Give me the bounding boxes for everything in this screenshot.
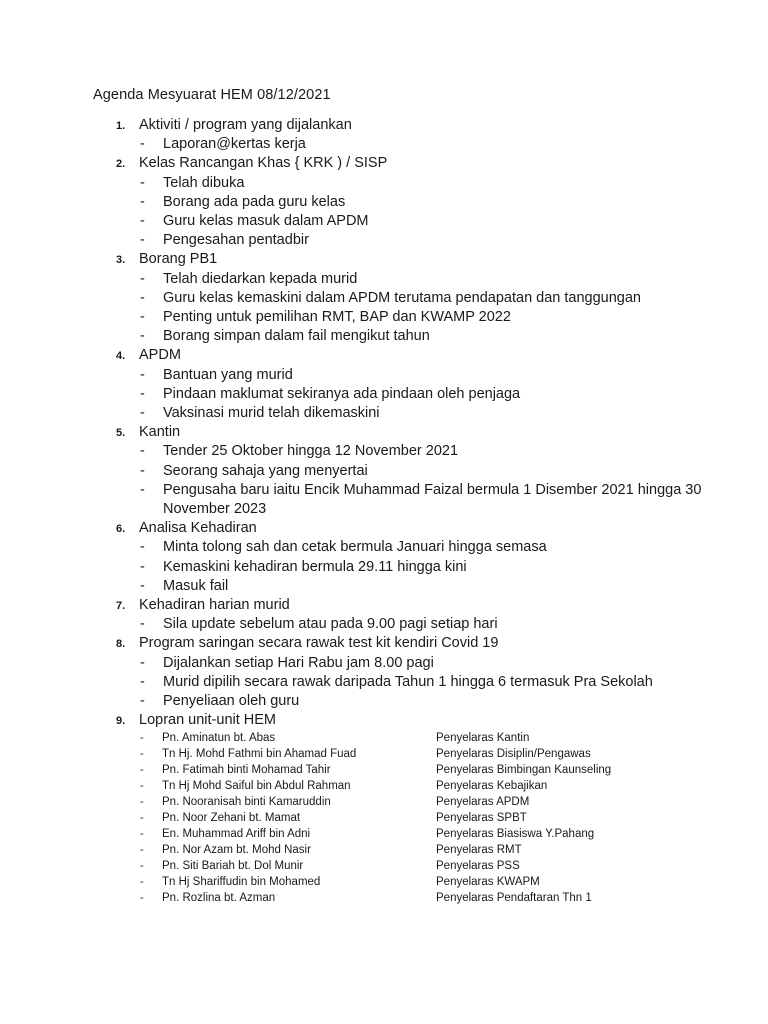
agenda-sub-item xyxy=(0,135,768,154)
agenda-sub-text: Pengesahan pentadbir xyxy=(163,232,309,249)
bullet-dash: - xyxy=(140,539,145,556)
agenda-sub-list xyxy=(0,366,768,424)
bullet-dash: - xyxy=(140,780,144,793)
agenda-item-number: 9. xyxy=(116,715,126,728)
staff-name: Pn. Fatimah binti Mohamad Tahir xyxy=(162,764,331,777)
agenda-item-label: Program saringan secara rawak test kit kendiri Covid 19 xyxy=(139,635,499,652)
agenda-item xyxy=(0,250,768,346)
staff-row xyxy=(0,810,768,826)
agenda-sub-text: Borang ada pada guru kelas xyxy=(163,193,346,210)
agenda-sub-text: Kemaskini kehadiran bermula 29.11 hingga kini xyxy=(163,558,467,575)
staff-role: Penyelaras SPBT xyxy=(436,812,527,825)
agenda-sub-text: Bantuan yang murid xyxy=(163,366,293,383)
bullet-dash: - xyxy=(140,270,145,287)
agenda-sub-item xyxy=(0,289,768,308)
bullet-dash: - xyxy=(140,844,144,857)
agenda-sub-item xyxy=(0,558,768,577)
bullet-dash: - xyxy=(140,558,145,575)
agenda-item-label: APDM xyxy=(139,347,181,364)
bullet-dash: - xyxy=(140,616,145,633)
staff-row xyxy=(0,874,768,890)
staff-role: Penyelaras Kantin xyxy=(436,732,530,745)
agenda-item xyxy=(0,154,768,250)
agenda-sub-text: Sila update sebelum atau pada 9.00 pagi setiap hari xyxy=(163,616,498,633)
agenda-sub-item xyxy=(0,308,768,327)
agenda-item-heading xyxy=(0,711,768,730)
agenda-sub-text: Minta tolong sah dan cetak bermula Januari hingga semasa xyxy=(163,539,547,556)
agenda-sub-item xyxy=(0,692,768,711)
bullet-dash: - xyxy=(140,462,145,479)
agenda-item-number: 6. xyxy=(116,523,126,536)
staff-list xyxy=(0,730,768,906)
agenda-sub-text: Telah dibuka xyxy=(163,174,245,191)
bullet-dash: - xyxy=(140,577,145,594)
agenda-sub-text: Pindaan maklumat sekiranya ada pindaan oleh penjaga xyxy=(163,385,521,402)
staff-name: Pn. Nor Azam bt. Mohd Nasir xyxy=(162,844,311,857)
agenda-sub-item xyxy=(0,462,768,481)
staff-row xyxy=(0,890,768,906)
agenda-sub-list xyxy=(0,442,768,519)
agenda-item-label: Aktiviti / program yang dijalankan xyxy=(139,117,352,133)
agenda-item-label: Kelas Rancangan Khas { KRK ) / SISP xyxy=(139,155,388,172)
agenda-item-staff xyxy=(0,711,768,906)
agenda-item-heading xyxy=(0,519,768,538)
agenda-item-heading xyxy=(0,154,768,173)
bullet-dash: - xyxy=(140,212,145,229)
bullet-dash: - xyxy=(140,860,144,873)
staff-role: Penyelaras Kebajikan xyxy=(436,780,548,793)
staff-role: Penyelaras Bimbingan Kaunseling xyxy=(436,764,612,777)
agenda-sub-item xyxy=(0,385,768,404)
agenda-item-number: 1. xyxy=(116,120,126,132)
bullet-dash: - xyxy=(140,385,145,402)
agenda-sub-list xyxy=(0,174,768,251)
agenda-sub-text: Vaksinasi murid telah dikemaskini xyxy=(163,404,380,421)
bullet-dash: - xyxy=(140,308,145,325)
staff-name: Tn Hj. Mohd Fathmi bin Ahamad Fuad xyxy=(162,748,357,761)
staff-role: Penyelaras RMT xyxy=(436,844,522,857)
agenda-sub-list xyxy=(0,654,768,712)
staff-row xyxy=(0,762,768,778)
staff-role: Penyelaras APDM xyxy=(436,796,530,809)
bullet-dash: - xyxy=(140,654,145,671)
bullet-dash: - xyxy=(140,748,144,761)
bullet-dash: - xyxy=(140,366,145,383)
agenda-list xyxy=(0,116,768,906)
agenda-item-heading xyxy=(0,116,768,135)
agenda-sub-list xyxy=(0,615,768,634)
staff-name: Pn. Nooranisah binti Kamaruddin xyxy=(162,796,331,809)
bullet-dash: - xyxy=(140,828,144,841)
agenda-item-number: 8. xyxy=(116,638,126,651)
agenda-sub-text: Pengusaha baru iaitu Encik Muhammad Faizal bermula 1 Disember 2021 hingga 30 November 2023 xyxy=(163,481,702,517)
agenda-item-label: Borang PB1 xyxy=(139,251,218,268)
staff-row xyxy=(0,858,768,874)
agenda-item-heading xyxy=(0,346,768,365)
agenda-item-number: 3. xyxy=(116,254,126,267)
agenda-item-number: 5. xyxy=(116,427,126,440)
agenda-item-label: Kantin xyxy=(139,424,181,441)
staff-role: Penyelaras Biasiswa Y.Pahang xyxy=(436,828,595,841)
document-title: Agenda Mesyuarat HEM 08/12/2021 xyxy=(93,87,331,103)
agenda-item-number: 7. xyxy=(116,599,126,612)
bullet-dash: - xyxy=(140,892,144,905)
bullet-dash: - xyxy=(140,876,144,889)
staff-row xyxy=(0,826,768,842)
staff-role: Penyelaras PSS xyxy=(436,860,520,873)
agenda-sub-text: Masuk fail xyxy=(163,577,229,594)
bullet-dash: - xyxy=(140,732,144,745)
agenda-sub-item xyxy=(0,404,768,423)
agenda-item xyxy=(0,346,768,423)
agenda-sub-list xyxy=(0,270,768,347)
staff-row xyxy=(0,746,768,762)
agenda-sub-item xyxy=(0,538,768,557)
staff-row xyxy=(0,794,768,810)
agenda-item xyxy=(0,116,768,154)
agenda-sub-text: Telah diedarkan kepada murid xyxy=(163,270,358,287)
bullet-dash: - xyxy=(140,328,145,345)
bullet-dash: - xyxy=(140,193,145,210)
agenda-item-label: Analisa Kehadiran xyxy=(139,520,257,537)
agenda-sub-text: Laporan@kertas kerja xyxy=(163,136,306,153)
agenda-sub-item xyxy=(0,366,768,385)
agenda-item-label: Kehadiran harian murid xyxy=(139,596,290,613)
agenda-item xyxy=(0,634,768,711)
agenda-sub-list xyxy=(0,135,768,154)
staff-role: Penyelaras Pendaftaran Thn 1 xyxy=(436,892,592,905)
staff-name: Pn. Siti Bariah bt. Dol Munir xyxy=(162,860,304,873)
agenda-item-heading xyxy=(0,596,768,615)
staff-name: Pn. Rozlina bt. Azman xyxy=(162,892,276,905)
staff-row xyxy=(0,842,768,858)
agenda-sub-list xyxy=(0,538,768,596)
agenda-item-heading xyxy=(0,250,768,269)
agenda-sub-item xyxy=(0,270,768,289)
bullet-dash: - xyxy=(140,289,145,306)
staff-role: Penyelaras KWAPM xyxy=(436,876,540,889)
agenda-sub-item xyxy=(0,174,768,193)
agenda-sub-item xyxy=(0,673,768,692)
bullet-dash: - xyxy=(140,481,145,498)
agenda-item-label: Lopran unit-unit HEM xyxy=(139,712,277,729)
agenda-sub-text: Guru kelas masuk dalam APDM xyxy=(163,212,369,229)
agenda-sub-item xyxy=(0,654,768,673)
agenda-sub-text: Borang simpan dalam fail mengikut tahun xyxy=(163,328,430,345)
staff-role: Penyelaras Disiplin/Pengawas xyxy=(436,748,591,761)
agenda-sub-item xyxy=(0,442,768,461)
agenda-item xyxy=(0,519,768,596)
bullet-dash: - xyxy=(140,232,145,249)
staff-name: Tn Hj Mohd Saiful bin Abdul Rahman xyxy=(162,780,351,793)
staff-name: Pn. Aminatun bt. Abas xyxy=(162,732,276,745)
agenda-item xyxy=(0,423,768,519)
bullet-dash: - xyxy=(140,812,144,825)
agenda-sub-item xyxy=(0,193,768,212)
bullet-dash: - xyxy=(140,174,145,191)
agenda-sub-text: Seorang sahaja yang menyertai xyxy=(163,462,368,479)
bullet-dash: - xyxy=(140,404,145,421)
agenda-sub-item xyxy=(0,481,768,519)
staff-name: Pn. Noor Zehani bt. Mamat xyxy=(162,812,301,825)
agenda-sub-text: Murid dipilih secara rawak daripada Tahun 1 hingga 6 termasuk Pra Sekolah xyxy=(163,673,653,690)
staff-row xyxy=(0,778,768,794)
bullet-dash: - xyxy=(140,443,145,460)
agenda-item-number: 4. xyxy=(116,350,126,363)
bullet-dash: - xyxy=(140,796,144,809)
agenda-item xyxy=(0,596,768,634)
agenda-sub-text: Penyeliaan oleh guru xyxy=(163,692,300,709)
bullet-dash: - xyxy=(140,136,145,153)
staff-name: Tn Hj Shariffudin bin Mohamed xyxy=(162,876,321,889)
agenda-sub-item xyxy=(0,231,768,250)
agenda-sub-text: Penting untuk pemilihan RMT, BAP dan KWAMP 2022 xyxy=(163,308,511,325)
bullet-dash: - xyxy=(140,673,145,690)
agenda-sub-text: Dijalankan setiap Hari Rabu jam 8.00 pagi xyxy=(163,654,434,671)
agenda-sub-item xyxy=(0,212,768,231)
agenda-sub-item xyxy=(0,615,768,634)
bullet-dash: - xyxy=(140,764,144,777)
staff-row xyxy=(0,730,768,746)
agenda-sub-text: Guru kelas kemaskini dalam APDM terutama pendapatan dan tanggungan xyxy=(163,289,641,306)
agenda-item-heading xyxy=(0,423,768,442)
agenda-sub-text: Tender 25 Oktober hingga 12 November 2021 xyxy=(163,443,459,460)
agenda-item-number: 2. xyxy=(116,158,126,171)
agenda-item-heading xyxy=(0,634,768,653)
agenda-sub-item xyxy=(0,327,768,346)
staff-name: En. Muhammad Ariff bin Adni xyxy=(162,828,311,841)
agenda-sub-item xyxy=(0,577,768,596)
bullet-dash: - xyxy=(140,692,145,709)
